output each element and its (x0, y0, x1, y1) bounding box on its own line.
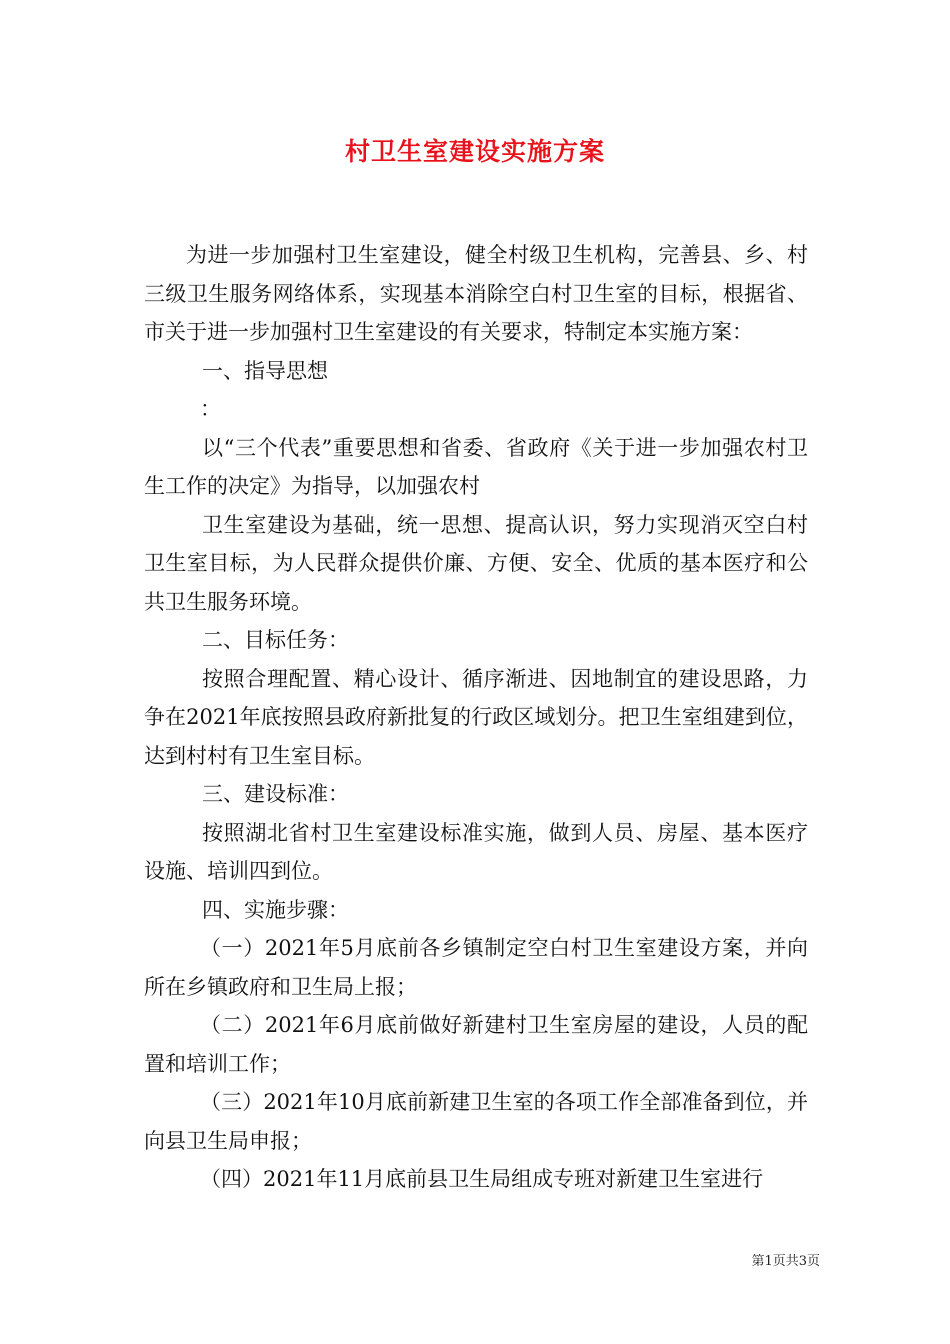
step-item-2: （二）2021年6月底前做好新建村卫生室房屋的建设，人员的配置和培训工作； (144, 1013, 808, 1076)
document-title: 村卫生室建设实施方案 (344, 137, 605, 166)
goals-paragraph: 按照合理配置、精心设计、循序渐进、因地制宜的建设思路，力争在2021年底按照县政府新批复的行政区域划分。把卫生室组建到位，达到村村有卫生室目标。 (144, 666, 808, 768)
step-item-4: （四）2021年11月底前县卫生局组成专班对新建卫生室进行 (200, 1167, 764, 1191)
document-body (144, 236, 808, 1199)
colon-line: ： (200, 397, 221, 421)
section-heading-guiding-thought: 一、指导思想 (202, 358, 328, 383)
step-item-3: （三）2021年10月底前新建卫生室的各项工作全部准备到位，并向县卫生局申报； (144, 1090, 808, 1153)
section-heading-standards: 三、建设标准： (202, 782, 349, 806)
intro-paragraph: 为进一步加强村卫生室建设，健全村级卫生机构，完善县、乡、村三级卫生服务网络体系，实现基本消除空白村卫生室的目标，根据省、市关于进一步加强村卫生室建设的有关要求，特制定本实施方案： (144, 243, 808, 344)
standards-paragraph: 按照湖北省村卫生室建设标准实施，做到人员、房屋、基本医疗设施、培训四到位。 (144, 820, 808, 883)
section-heading-steps: 四、实施步骤： (202, 897, 349, 922)
step-item-1: （一）2021年5月底前各乡镇制定空白村卫生室建设方案，并向所在乡镇政府和卫生局上报； (144, 936, 808, 999)
guiding-thought-paragraph: 以“三个代表”重要思想和省委、省政府《关于进一步加强农村卫生工作的决定》为指导，以加强农村 (144, 435, 808, 498)
section-heading-goals: 二、目标任务： (202, 628, 349, 652)
foundation-paragraph: 卫生室建设为基础，统一思想、提高认识，努力实现消灭空白村卫生室目标，为人民群众提供价廉、方便、安全、优质的基本医疗和公共卫生服务环境。 (144, 512, 808, 614)
page-number: 第1页共3页 (751, 1254, 820, 1269)
